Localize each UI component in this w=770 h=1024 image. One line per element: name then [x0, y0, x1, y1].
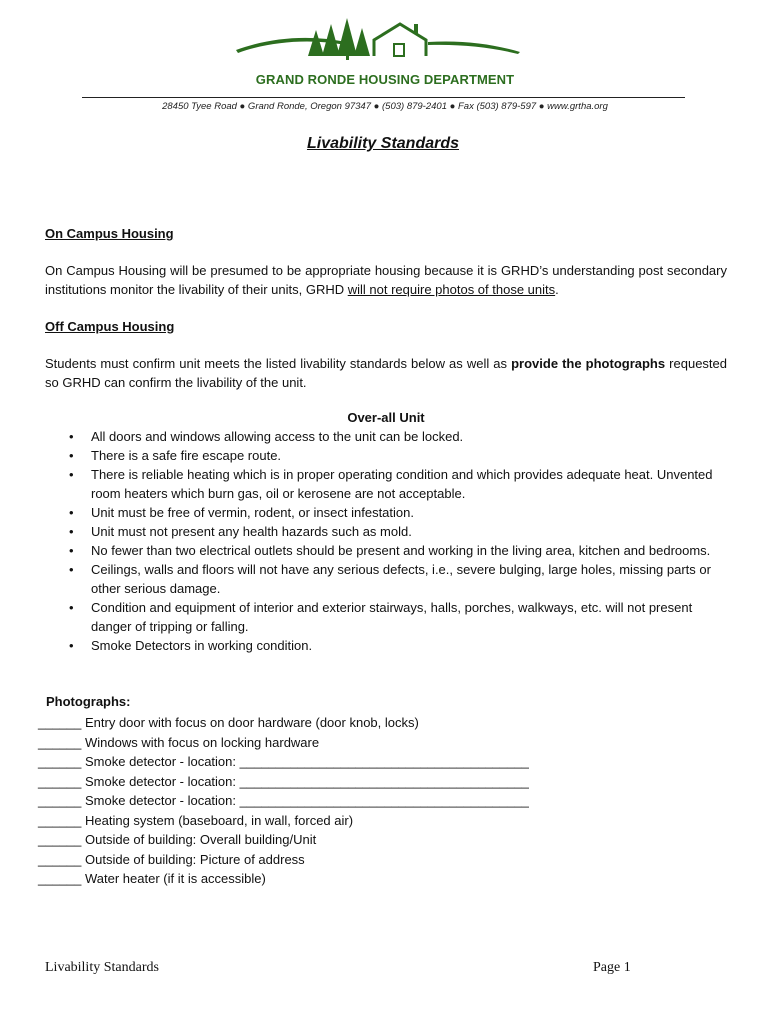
footer-page-number: Page 1	[593, 960, 631, 975]
list-item: • There is reliable heating which is in proper operating condition and which provides adequate heat. Unvented room heaters which burn gas, oil or kerosene are not acceptable.	[69, 467, 713, 501]
off-campus-text-before: Students must confirm unit meets the listed livability standards below as well as	[45, 356, 512, 371]
page-title: Livability Standards	[306, 135, 460, 152]
bullet-icon: •	[69, 638, 74, 653]
bullet-icon: •	[69, 429, 74, 444]
photographs-heading: Photographs:	[46, 694, 131, 709]
org-name: GRAND RONDE HOUSING DEPARTMENT	[255, 72, 515, 87]
overall-unit-heading: Over-all Unit	[347, 410, 425, 425]
checklist-item[interactable]: ______ Windows with focus on locking hardware	[38, 734, 320, 750]
list-item: • Ceilings, walls and floors will not have any serious defects, i.e., severe bulging, large holes, missing parts or other serious damage.	[69, 562, 711, 596]
list-item: • Unit must be free of vermin, rodent, or insect infestation.	[69, 505, 414, 520]
off-campus-heading: Off Campus Housing	[45, 319, 175, 334]
list-item: • Condition and equipment of interior and exterior stairways, halls, porches, walkways, etc. will not present danger of tripping or falling.	[69, 600, 693, 634]
checklist-item[interactable]: ______ Entry door with focus on door hardware (door knob, locks)	[38, 715, 419, 730]
on-campus-end: .	[555, 282, 559, 297]
list-item: • There is a safe fire escape route.	[69, 448, 282, 463]
footer-document-name: Livability Standards	[45, 960, 159, 975]
bullet-icon: •	[69, 467, 74, 482]
list-item: • No fewer than two electrical outlets should be present and working in the living area, kitchen and bedrooms.	[69, 543, 711, 558]
bullet-icon: •	[69, 524, 74, 539]
checklist-item[interactable]: ______ Heating system (baseboard, in wall, forced air)	[38, 812, 354, 828]
checklist-item[interactable]: ______ Smoke detector - location: ________________________________________	[38, 793, 529, 808]
bullet-icon: •	[69, 562, 74, 577]
on-campus-underlined: will not require photos of those units	[347, 282, 556, 297]
photographs-checklist	[38, 713, 529, 889]
on-campus-text: On Campus Housing will be presumed to be appropriate housing because it is GRHD’s understanding post secondary institutions monitor the livability of their units, GRHD	[45, 263, 727, 297]
checklist-item[interactable]: ______ Water heater (if it is accessible)	[38, 871, 266, 886]
bullet-icon: •	[69, 505, 74, 520]
checklist-item[interactable]: ______ Smoke detector - location: ________________________________________	[38, 754, 529, 769]
address-line: 28450 Tyee Road ● Grand Ronde, Oregon 97347 ● (503) 879-2401 ● Fax (503) 879-597 ● www.grtha.org	[162, 101, 608, 112]
checklist-item[interactable]: ______ Smoke detector - location: ________________________________________	[38, 773, 529, 789]
list-item: • Smoke Detectors in working condition.	[69, 638, 313, 653]
bullet-icon: •	[69, 448, 74, 463]
document-body	[45, 224, 727, 655]
checklist-item[interactable]: ______ Outside of building: Overall building/Unit	[38, 832, 317, 847]
off-campus-bold: provide the photographs	[511, 356, 666, 371]
list-item: • Unit must not present any health hazards such as mold.	[69, 524, 412, 539]
off-campus-text-after: requested so GRHD can confirm the livability of the unit.	[45, 356, 727, 390]
header-divider	[82, 97, 685, 98]
overall-unit-list	[45, 427, 727, 655]
bullet-icon: •	[69, 600, 74, 615]
on-campus-heading: On Campus Housing	[45, 226, 174, 241]
off-campus-paragraph	[45, 354, 727, 392]
checklist-item[interactable]: ______ Outside of building: Picture of address	[38, 851, 305, 867]
on-campus-paragraph	[45, 261, 727, 299]
list-item: • All doors and windows allowing access to the unit can be locked.	[69, 429, 464, 444]
bullet-icon: •	[69, 543, 74, 558]
